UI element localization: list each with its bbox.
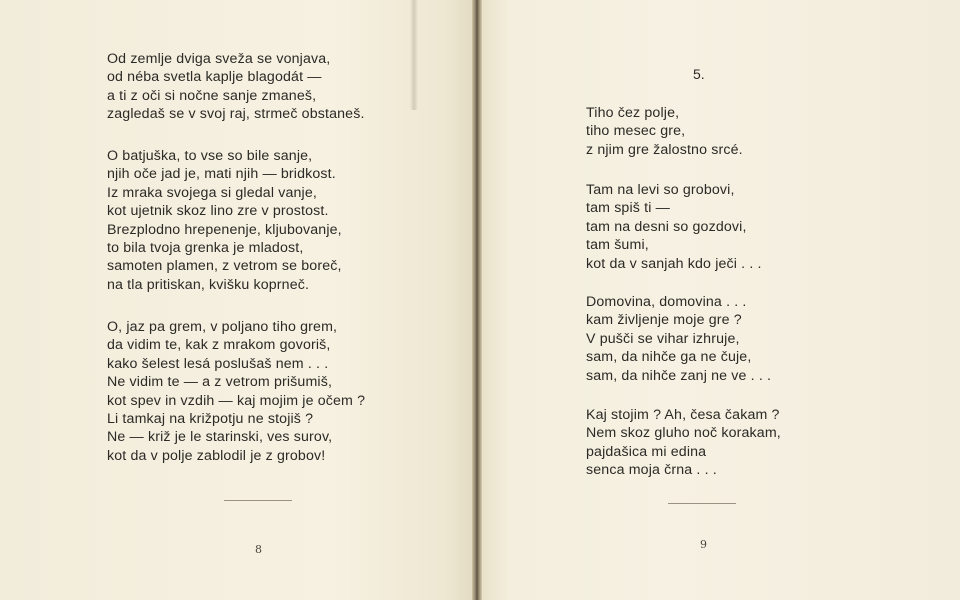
poem-line: kot da v polje zablodil je z grobov! — [107, 447, 326, 464]
poem-line: Domovina, domovina . . . — [586, 294, 747, 310]
poem-line: Tiho čez polje, — [586, 105, 680, 121]
poem-line: a ti z oči si nočne sanje zmaneš, — [107, 87, 317, 104]
poem-line: tam na desni so gozdovi, — [586, 218, 747, 235]
poem-line: Od zemlje dviga sveža se vonjava, — [107, 51, 331, 67]
poem-line: na tla pritiskan, kvišku koprneč. — [107, 276, 310, 293]
poem-line: tiho mesec gre, — [586, 123, 686, 140]
poem-line: O, jaz pa grem, v poljano tiho grem, — [107, 319, 338, 335]
poem-line: kako šelest lesá poslušaš nem . . . — [107, 355, 329, 372]
left-page-number: 8 — [255, 543, 262, 556]
poem-line: samoten plamen, z vetrom se boreč, — [107, 258, 342, 275]
poem-line: Tam na levi so grobovi, — [586, 182, 735, 198]
poem-line: senca moja črna . . . — [586, 462, 717, 479]
poem-line: Iz mraka svojega si gledal vanje, — [107, 184, 317, 201]
left-end-rule — [224, 500, 292, 501]
poem-line: z njim gre žalostno srcé. — [586, 141, 743, 158]
poem-line: Ne — križ je le starinski, ves surov, — [107, 429, 333, 446]
poem-line: O batjuška, to vse so bile sanje, — [107, 148, 313, 164]
poem-line: Ne vidim te — a z vetrom prišumiš, — [107, 374, 333, 391]
poem-line: tam spiš ti — — [586, 200, 670, 217]
poem-line: od néba svetla kaplje blagodát — — [107, 69, 322, 86]
poem-line: kam življenje moje gre ? — [586, 312, 742, 329]
poem-line: Nem skoz gluho noč korakam, — [586, 425, 781, 442]
poem-line: Li tamkaj na križpotju ne stojiš ? — [107, 411, 314, 427]
right-end-rule — [668, 503, 736, 504]
poem-line: kot ujetnik skoz lino zre v prostost. — [107, 203, 329, 220]
poem-line: kot da v sanjah kdo ječi . . . — [586, 255, 762, 272]
poem-line: sam, da nihče ga ne čuje, — [586, 349, 752, 366]
book-gutter — [472, 0, 482, 600]
poem-line: Brezplodno hrepenenje, kljubovanje, — [107, 221, 342, 238]
poem-line: zagledaš se v svoj raj, strmeč obstaneš. — [107, 106, 365, 123]
poem-line: Kaj stojim ? Ah, česa čakam ? — [586, 407, 780, 423]
poem-line: sam, da nihče zanj ne ve . . . — [586, 367, 772, 384]
page-fold-shadow — [410, 0, 418, 110]
poem-line: kot spev in vzdih — kaj mojim je očem ? — [107, 392, 366, 409]
poem-line: tam šumi, — [586, 237, 649, 254]
poem-title: 5. — [693, 66, 705, 82]
poem-line: to bila tvoja grenka je mladost, — [107, 240, 304, 256]
poem-line: V pušči se vihar izhruje, — [586, 330, 740, 347]
poem-line: njih oče jad je, mati njih — bridkost. — [107, 166, 336, 183]
right-page-number: 9 — [700, 538, 707, 551]
poem-line: da vidim te, kak z mrakom govoriš, — [107, 337, 331, 354]
poem-line: pajdašica mi edina — [586, 443, 707, 460]
